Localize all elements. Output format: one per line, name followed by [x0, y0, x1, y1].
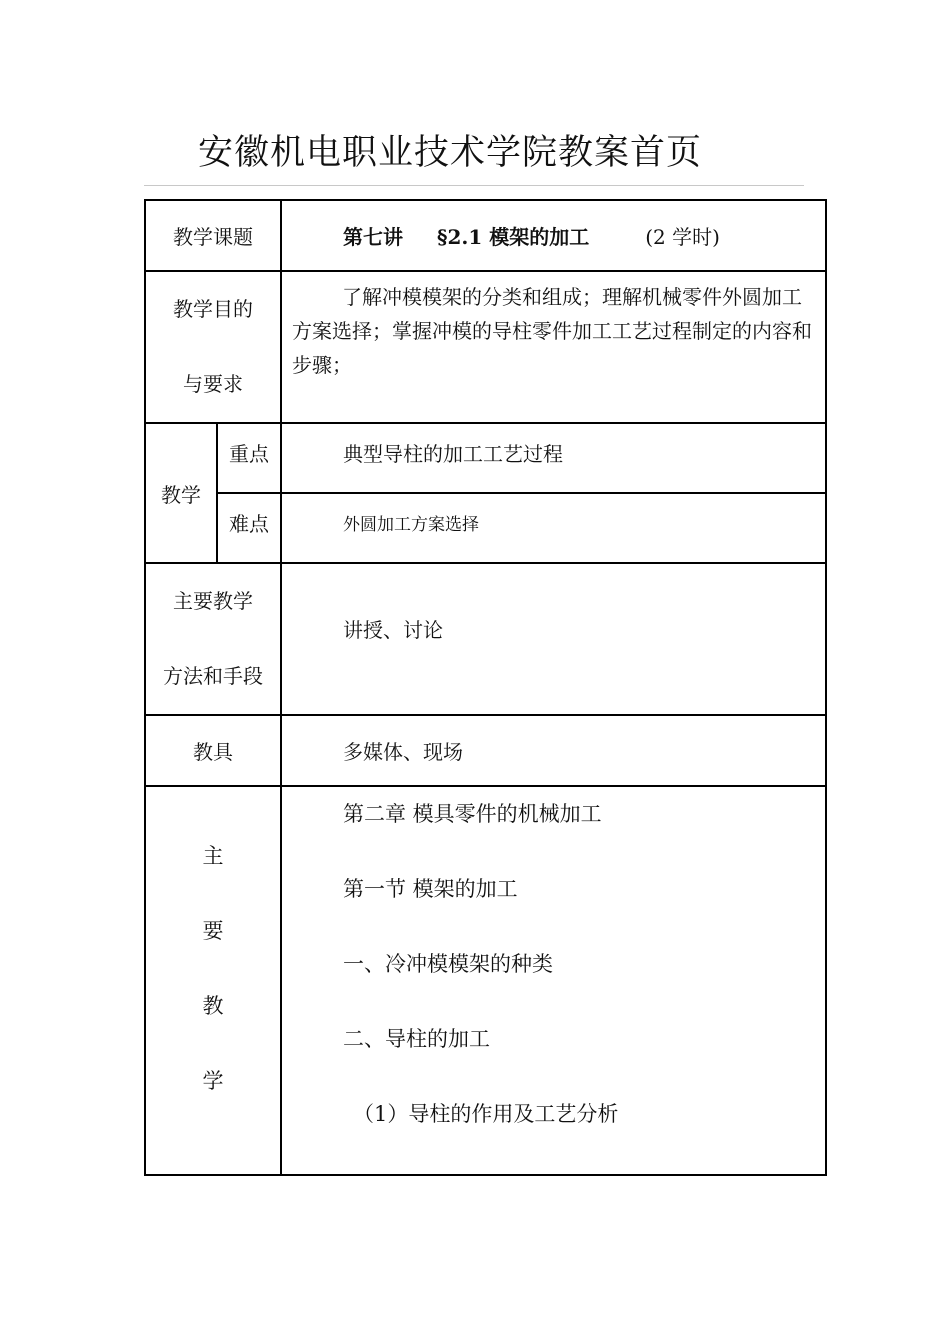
main-label-char-3: 教	[202, 993, 224, 1018]
objectives-label	[145, 271, 281, 423]
chapter-heading: 第二章 模具零件的机械加工	[343, 802, 602, 826]
row-difficulty	[145, 493, 826, 563]
difficulty-label: 难点	[217, 493, 281, 563]
topic-section: §2.1 模架的加工	[437, 225, 590, 249]
objectives-label-line1: 教学目的	[173, 297, 253, 321]
row-objectives	[145, 271, 826, 423]
row-key-point	[145, 423, 826, 493]
key-point-label: 重点	[217, 423, 281, 493]
topic-lecture: 第七讲	[343, 225, 403, 249]
row-aids	[145, 715, 826, 786]
topic-label: 教学课题	[145, 200, 281, 271]
methods-label-line2: 方法和手段	[163, 664, 263, 688]
topic-value	[281, 200, 826, 271]
row-topic	[145, 200, 826, 271]
lesson-plan-table	[144, 199, 827, 1176]
main-label-char-4: 学	[202, 1068, 224, 1093]
objectives-text: 了解冲模模架的分类和组成；理解机械零件外圆加工方案选择；掌握冲模的导柱零件加工工艺过程制定的内容和步骤；	[292, 285, 812, 377]
methods-label-line1: 主要教学	[173, 589, 253, 613]
section-heading: 第一节 模架的加工	[343, 877, 518, 901]
methods-label	[145, 563, 281, 715]
row-methods	[145, 563, 826, 715]
methods-value: 讲授、讨论	[281, 563, 826, 715]
page-title: 安徽机电职业技术学院教案首页	[198, 133, 703, 173]
content-item-2: 二、导柱的加工	[343, 1027, 490, 1051]
aids-value: 多媒体、现场	[281, 715, 826, 786]
main-content-label	[145, 786, 281, 1175]
main-label-char-1: 主	[202, 843, 224, 868]
difficulty-value: 外圆加工方案选择	[281, 493, 826, 563]
teaching-label: 教学	[145, 423, 217, 563]
content-item-1: 一、冷冲模模架的种类	[343, 952, 553, 976]
main-content-cell	[281, 786, 826, 1175]
main-label-char-2: 要	[202, 918, 224, 943]
topic-hours: (2 学时)	[645, 225, 720, 249]
objectives-cell	[281, 271, 826, 423]
row-main-content	[145, 786, 826, 1175]
key-point-value: 典型导柱的加工工艺过程	[281, 423, 826, 493]
content-subitem-1: （1）导柱的作用及工艺分析	[353, 1102, 619, 1126]
objectives-label-line2: 与要求	[183, 372, 243, 396]
aids-label: 教具	[145, 715, 281, 786]
title-divider	[144, 185, 804, 186]
